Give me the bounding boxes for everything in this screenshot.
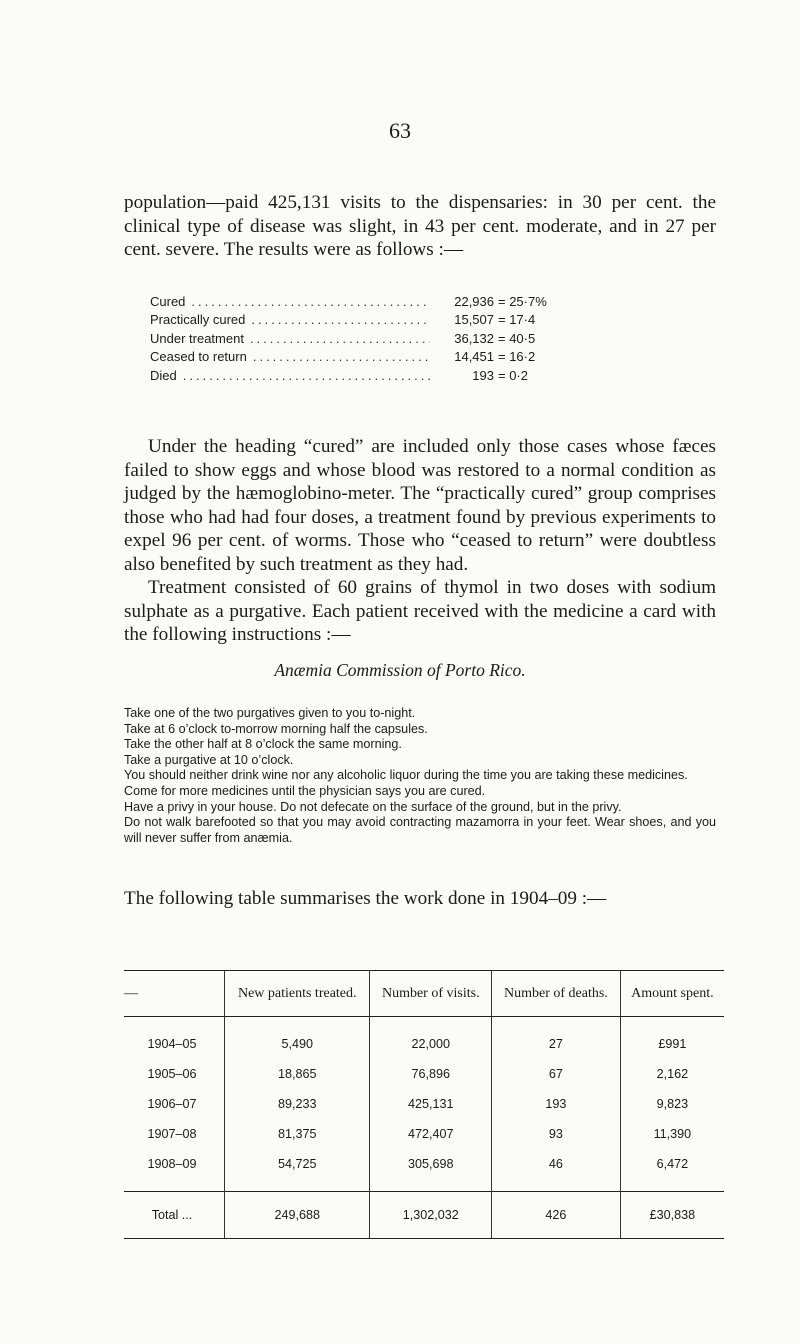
table-cell-amount: 2,162 (656, 1067, 689, 1081)
result-label: Practically cured (150, 312, 246, 328)
card-title: Anæmia Commission of Porto Rico. (274, 660, 526, 680)
treatment-paragraph-text: Treatment consisted of 60 grains of thymol in two doses with sodium sulphate as a purgative. Each patient received with the medicine a card with the following instructions :— (124, 577, 716, 645)
table-cell-visits: 472,407 (370, 1119, 492, 1149)
table-total-visits: 1,302,032 (370, 1192, 492, 1239)
table-cell-deaths: 27 (492, 1017, 621, 1060)
result-percent: = 40·5 (498, 330, 536, 346)
table-cell-new-patients: 54,725 (225, 1149, 370, 1192)
summary-table-container (124, 970, 716, 1239)
table-row (124, 1059, 724, 1089)
result-row-died (150, 367, 560, 385)
table-header-visits: Number of visits. (370, 971, 492, 1017)
table-cell-visits: 305,698 (370, 1149, 492, 1192)
result-label: Died (150, 367, 177, 383)
instruction-item: Take the other half at 8 o’clock the same morning. (124, 737, 402, 752)
instruction-item: Have a privy in your house. Do not defecate on the surface of the ground, but in the privy. (124, 799, 622, 814)
page-number: 63 (389, 118, 411, 143)
instructions-list (124, 706, 716, 846)
table-total-amount: £30,838 (620, 1192, 724, 1239)
table-cell-deaths: 67 (492, 1059, 621, 1089)
result-percent: = 0·2 (498, 367, 528, 383)
table-total-row (124, 1192, 724, 1239)
table-row (124, 1119, 724, 1149)
leader-dots (191, 293, 430, 311)
table-cell-amount: 6,472 (656, 1157, 689, 1171)
table-total-new-patients: 249,688 (225, 1192, 370, 1239)
result-percent: = 16·2 (498, 349, 536, 365)
results-list (150, 293, 560, 385)
leader-dots (253, 348, 430, 366)
result-label: Ceased to return (150, 349, 247, 365)
leader-dots (183, 367, 430, 385)
table-cell-deaths: 193 (492, 1089, 621, 1119)
table-total-label: Total ... (124, 1192, 225, 1239)
result-row-cured (150, 293, 560, 311)
result-percent: = 17·4 (498, 312, 536, 328)
instruction-item: Come for more medicines until the physician says you are cured. (124, 783, 486, 798)
result-row-under-treatment (150, 330, 560, 348)
table-cell-deaths: 93 (492, 1119, 621, 1149)
result-count: 14,451 (454, 349, 494, 365)
table-cell-year: 1907–08 (124, 1119, 225, 1149)
table-cell-year: 1905–06 (124, 1059, 225, 1089)
table-header-deaths: Number of deaths. (492, 971, 621, 1017)
result-count: 15,507 (454, 312, 494, 328)
table-row (124, 1017, 724, 1060)
table-cell-new-patients: 81,375 (225, 1119, 370, 1149)
table-intro-paragraph: The following table summarises the work done in 1904–09 :— (124, 888, 607, 909)
table-cell-amount: £991 (658, 1037, 687, 1051)
heading-paragraph-text: Under the heading “cured” are included only those cases whose fæces failed to show eggs and whose blood was restored to a normal condition as judged by the hæmoglobino-meter. The “practically cured” group comprises those who had had four doses, a treatment found by previous experiments to expel 96 per cent. of worms. Those who “ceased to return” were doubtless also benefited by such treatment as they had. (124, 436, 716, 575)
table-cell-new-patients: 5,490 (225, 1017, 370, 1060)
intro-paragraph: population—paid 425,131 visits to the dispensaries: in 30 per cent. the clinical type of disease was slight, in 43 per cent. moderate, and in 27 per cent. severe. The results were as follows :— (124, 192, 716, 260)
table-total-deaths: 426 (492, 1192, 621, 1239)
table-cell-visits: 425,131 (370, 1089, 492, 1119)
table-cell-new-patients: 18,865 (225, 1059, 370, 1089)
table-cell-visits: 76,896 (370, 1059, 492, 1089)
table-cell-deaths: 46 (492, 1149, 621, 1192)
table-row (124, 1149, 724, 1192)
summary-table (124, 970, 724, 1239)
instruction-item: Take one of the two purgatives given to you to-night. (124, 706, 416, 720)
result-percent: = 25·7% (498, 294, 547, 309)
instruction-item: Do not walk barefooted so that you may avoid contracting mazamorra in your feet. Wear shoes, and you will never suffer from anæmia. (124, 815, 716, 845)
table-cell-amount: 9,823 (656, 1097, 689, 1111)
table-row (124, 1089, 724, 1119)
table-header-amount: Amount spent. (620, 971, 724, 1017)
table-cell-year: 1908–09 (124, 1149, 225, 1192)
treatment-paragraph (124, 576, 716, 647)
leader-dots (251, 311, 430, 329)
result-row-ceased-to-return (150, 348, 560, 366)
heading-paragraph (124, 435, 716, 576)
result-label: Cured (150, 294, 186, 309)
result-label: Under treatment (150, 330, 244, 346)
table-cell-visits: 22,000 (370, 1017, 492, 1060)
instruction-item: You should neither drink wine nor any alcoholic liquor during the time you are taking these medicines. (124, 768, 688, 783)
leader-dots (250, 330, 430, 348)
table-cell-year: 1906–07 (124, 1089, 225, 1119)
table-cell-year: 1904–05 (124, 1017, 225, 1060)
result-count: 36,132 (454, 330, 494, 346)
result-count: 193 (472, 367, 494, 383)
instruction-item: Take at 6 o’clock to-morrow morning half the capsules. (124, 721, 428, 736)
table-header-row (124, 971, 724, 1017)
instruction-item: Take a purgative at 10 o’clock. (124, 752, 294, 767)
table-cell-new-patients: 89,233 (225, 1089, 370, 1119)
table-header-new-patients: New patients treated. (225, 971, 370, 1017)
result-row-practically-cured (150, 311, 560, 329)
table-cell-amount: 11,390 (653, 1127, 692, 1141)
result-count: 22,936 (454, 294, 494, 309)
table-header-year: — (124, 971, 225, 1017)
